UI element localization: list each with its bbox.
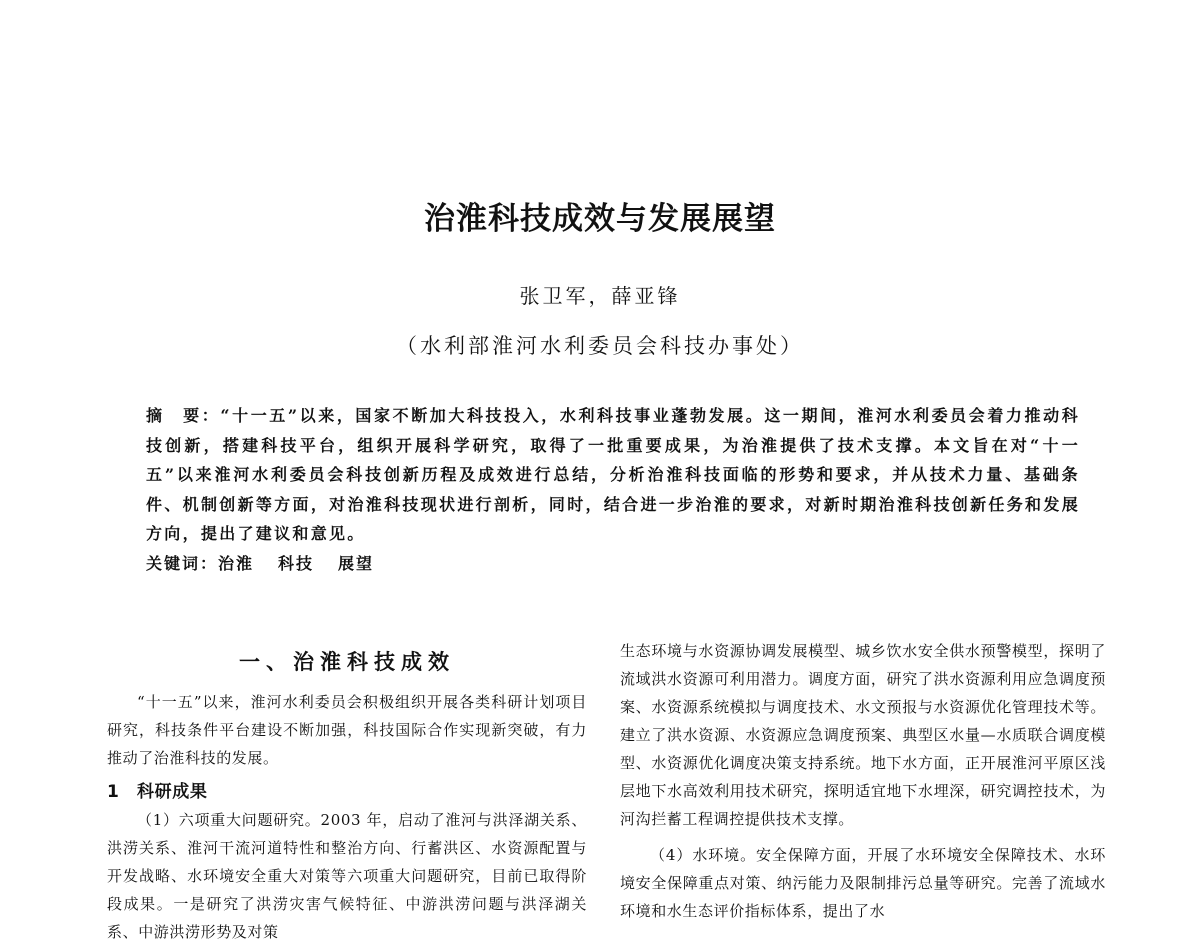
keywords-label: 关键词： [146,554,219,573]
subheading-research-results: 1 科研成果 [107,782,208,802]
left-column [107,688,587,946]
section-intro-paragraph: “十一五”以来，淮河水利委员会积极组织开展各类科研计划项目研究，科技条件平台建设不断加强，科技国际合作实现新突破，有力推动了治淮科技的发展。 [107,693,587,767]
paper-authors: 张卫军，薛亚锋 [519,284,681,308]
abstract-text: “十一五”以来，国家不断加大科技投入，水利科技事业蓬勃发展。这一期间，淮河水利委员会着力推动科技创新，搭建科技平台，组织开展科学研究，取得了一批重要成果，为治淮提供了技术支撑。本文旨在对“十一五”以来淮河水利委员会科技创新历程及成效进行总结，分析治淮科技面临的形势和要求，并从技术力量、基础条件、机制创新等方面，对治淮科技现状进行剖析，同时，结合进一步治淮的要求，对新时期治淮科技创新任务和发展方向，提出了建议和意见。 [146,406,1080,543]
keyword-item: 展望 [338,554,375,573]
keywords-block [146,549,1080,578]
keyword-item: 科技 [278,554,315,573]
research-paragraph-1: （1）六项重大问题研究。2003 年，启动了淮河与洪泽湖关系、洪涝关系、淮河干流河道特性和整治方向、行蓄洪区、水资源配置与开发战略、水环境安全重大对策等六项重大问题研究，目前已取得阶段成果。一是研究了洪涝灾害气候特征、中游洪涝问题与洪泽湖关系、中游洪涝形势及对策 [107,811,587,941]
water-environment-paragraph: （4）水环境。安全保障方面，开展了水环境安全保障技术、水环境安全保障重点对策、纳污能力及限制排污总量等研究。完善了流域水环境和水生态评价指标体系，提出了水 [620,846,1106,920]
keyword-item: 治淮 [218,554,255,573]
continued-paragraph: 生态环境与水资源协调发展模型、城乡饮水安全供水预警模型，探明了流域洪水资源可利用潜力。调度方面，研究了洪水资源利用应急调度预案、水资源系统模拟与调度技术、水文预报与水资源优化管理技术等。建立了洪水资源、水资源应急调度预案、典型区水量—水质联合调度模型、水资源优化调度决策支持系统。地下水方面，正开展淮河平原区浅层地下水高效利用技术研究，探明适宜地下水埋深，研究调控技术，为河沟拦蓄工程调控提供技术支撑。 [620,642,1106,828]
right-column [620,637,1106,925]
abstract-block [146,401,1080,549]
section-heading-achievements: 一、治淮科技成效 [239,650,455,674]
abstract-label: 摘 要： [146,406,221,425]
paper-affiliation: （水利部淮河水利委员会科技办事处） [396,334,804,358]
paper-title: 治淮科技成效与发展展望 [424,201,776,237]
